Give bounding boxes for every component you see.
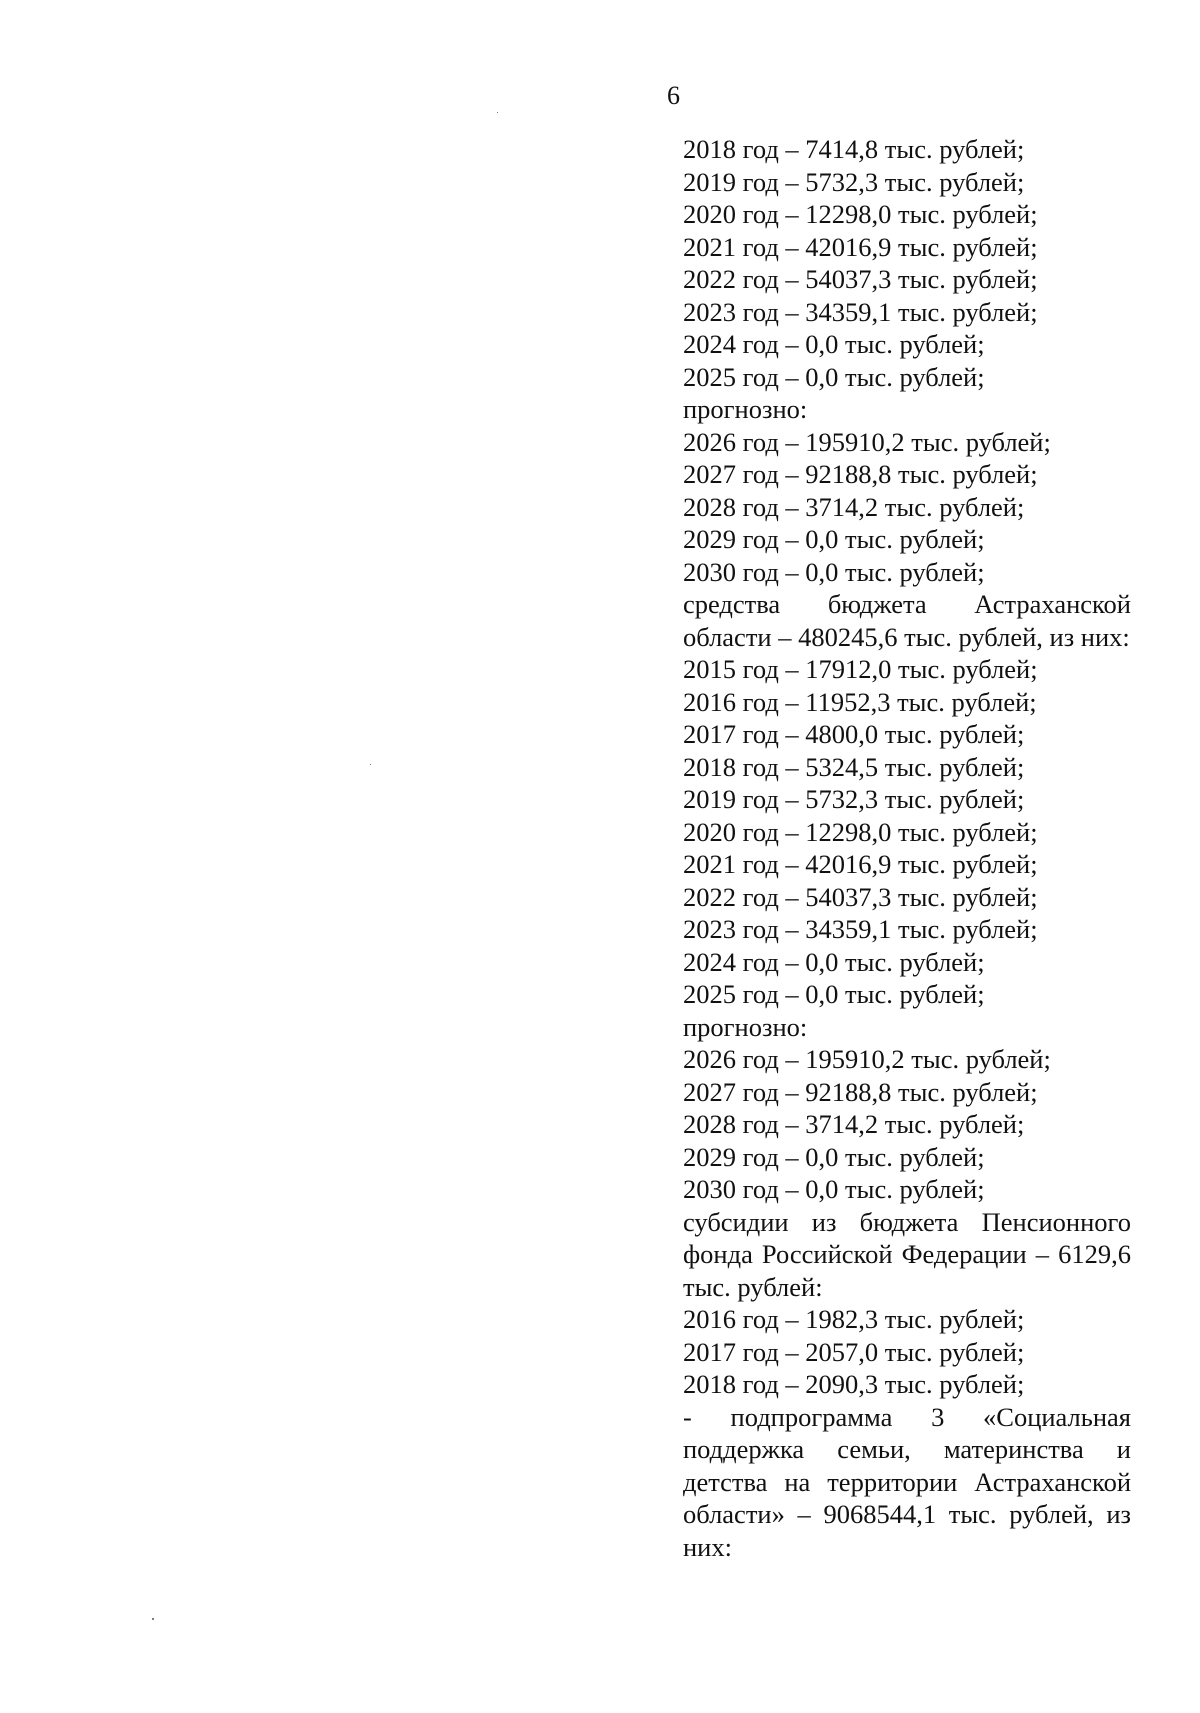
funding-line: 2018 год – 2090,3 тыс. рублей; — [683, 1369, 1025, 1399]
funding-line: 2029 год – 0,0 тыс. рублей; — [683, 524, 985, 554]
funding-line: 2030 год – 0,0 тыс. рублей; — [683, 1174, 985, 1204]
funding-line: 2016 год – 1982,3 тыс. рублей; — [683, 1304, 1025, 1334]
funding-line: 2018 год – 5324,5 тыс. рублей; — [683, 751, 1025, 782]
funding-line: 2017 год – 4800,0 тыс. рублей; — [683, 719, 1025, 749]
funding-line: 2029 год – 0,0 тыс. рублей; — [683, 1141, 985, 1172]
funding-line: 2017 год – 2057,0 тыс. рублей; — [683, 1336, 1025, 1367]
funding-line: 2019 год – 5732,3 тыс. рублей; — [683, 166, 1025, 197]
funding-line: 2021 год – 42016,9 тыс. рублей; — [683, 849, 1038, 879]
funding-line: 2030 год – 0,0 тыс. рублей; — [683, 556, 985, 587]
funding-line: 2026 год – 195910,2 тыс. рублей; — [683, 1044, 1051, 1074]
funding-line: 2023 год – 34359,1 тыс. рублей; — [683, 914, 1038, 944]
funding-line: 2020 год – 12298,0 тыс. рублей; — [683, 816, 1038, 847]
funding-line: 2020 год – 12298,0 тыс. рублей; — [683, 199, 1038, 229]
funding-line: 2024 год – 0,0 тыс. рублей; — [683, 329, 985, 359]
funding-line: 2025 год – 0,0 тыс. рублей; — [683, 361, 985, 392]
funding-line: 2018 год – 7414,8 тыс. рублей; — [683, 134, 1025, 164]
funding-line: 2023 год – 34359,1 тыс. рублей; — [683, 296, 1038, 327]
scan-speck — [497, 112, 498, 113]
funding-line: 2027 год – 92188,8 тыс. рублей; — [683, 459, 1038, 489]
regional-budget-paragraph: средства бюджета Астраханской области – 480245,6 тыс. рублей, из них: — [683, 589, 1131, 652]
page-number: 6 — [667, 81, 680, 110]
forecast-label: прогнозно: — [683, 1011, 808, 1042]
scan-speck — [152, 1618, 154, 1620]
funding-line: 2028 год – 3714,2 тыс. рублей; — [683, 491, 1025, 522]
funding-line: 2016 год – 11952,3 тыс. рублей; — [683, 686, 1037, 717]
funding-line: 2019 год – 5732,3 тыс. рублей; — [683, 784, 1025, 814]
funding-line: 2022 год – 54037,3 тыс. рублей; — [683, 264, 1038, 294]
funding-line: 2022 год – 54037,3 тыс. рублей; — [683, 881, 1038, 912]
pension-fund-paragraph: субсидии из бюджета Пенсионного фонда Российской Федерации – 6129,6 тыс. рублей: — [683, 1206, 1131, 1302]
subprogram-3-paragraph: - подпрограмма 3 «Социальная поддержка семьи, материнства и детства на территории Астраханской области» – 9068544,1 тыс. рублей, из них: — [683, 1401, 1131, 1562]
funding-line: 2028 год – 3714,2 тыс. рублей; — [683, 1109, 1025, 1139]
forecast-label: прогнозно: — [683, 394, 808, 424]
funding-text-column — [683, 133, 1131, 1563]
funding-line: 2015 год – 17912,0 тыс. рублей; — [683, 654, 1038, 684]
funding-line: 2026 год – 195910,2 тыс. рублей; — [683, 426, 1051, 457]
funding-line: 2024 год – 0,0 тыс. рублей; — [683, 946, 985, 977]
funding-line: 2021 год – 42016,9 тыс. рублей; — [683, 231, 1038, 262]
funding-line: 2025 год – 0,0 тыс. рублей; — [683, 979, 985, 1009]
scan-speck — [370, 764, 371, 765]
funding-line: 2027 год – 92188,8 тыс. рублей; — [683, 1076, 1038, 1107]
